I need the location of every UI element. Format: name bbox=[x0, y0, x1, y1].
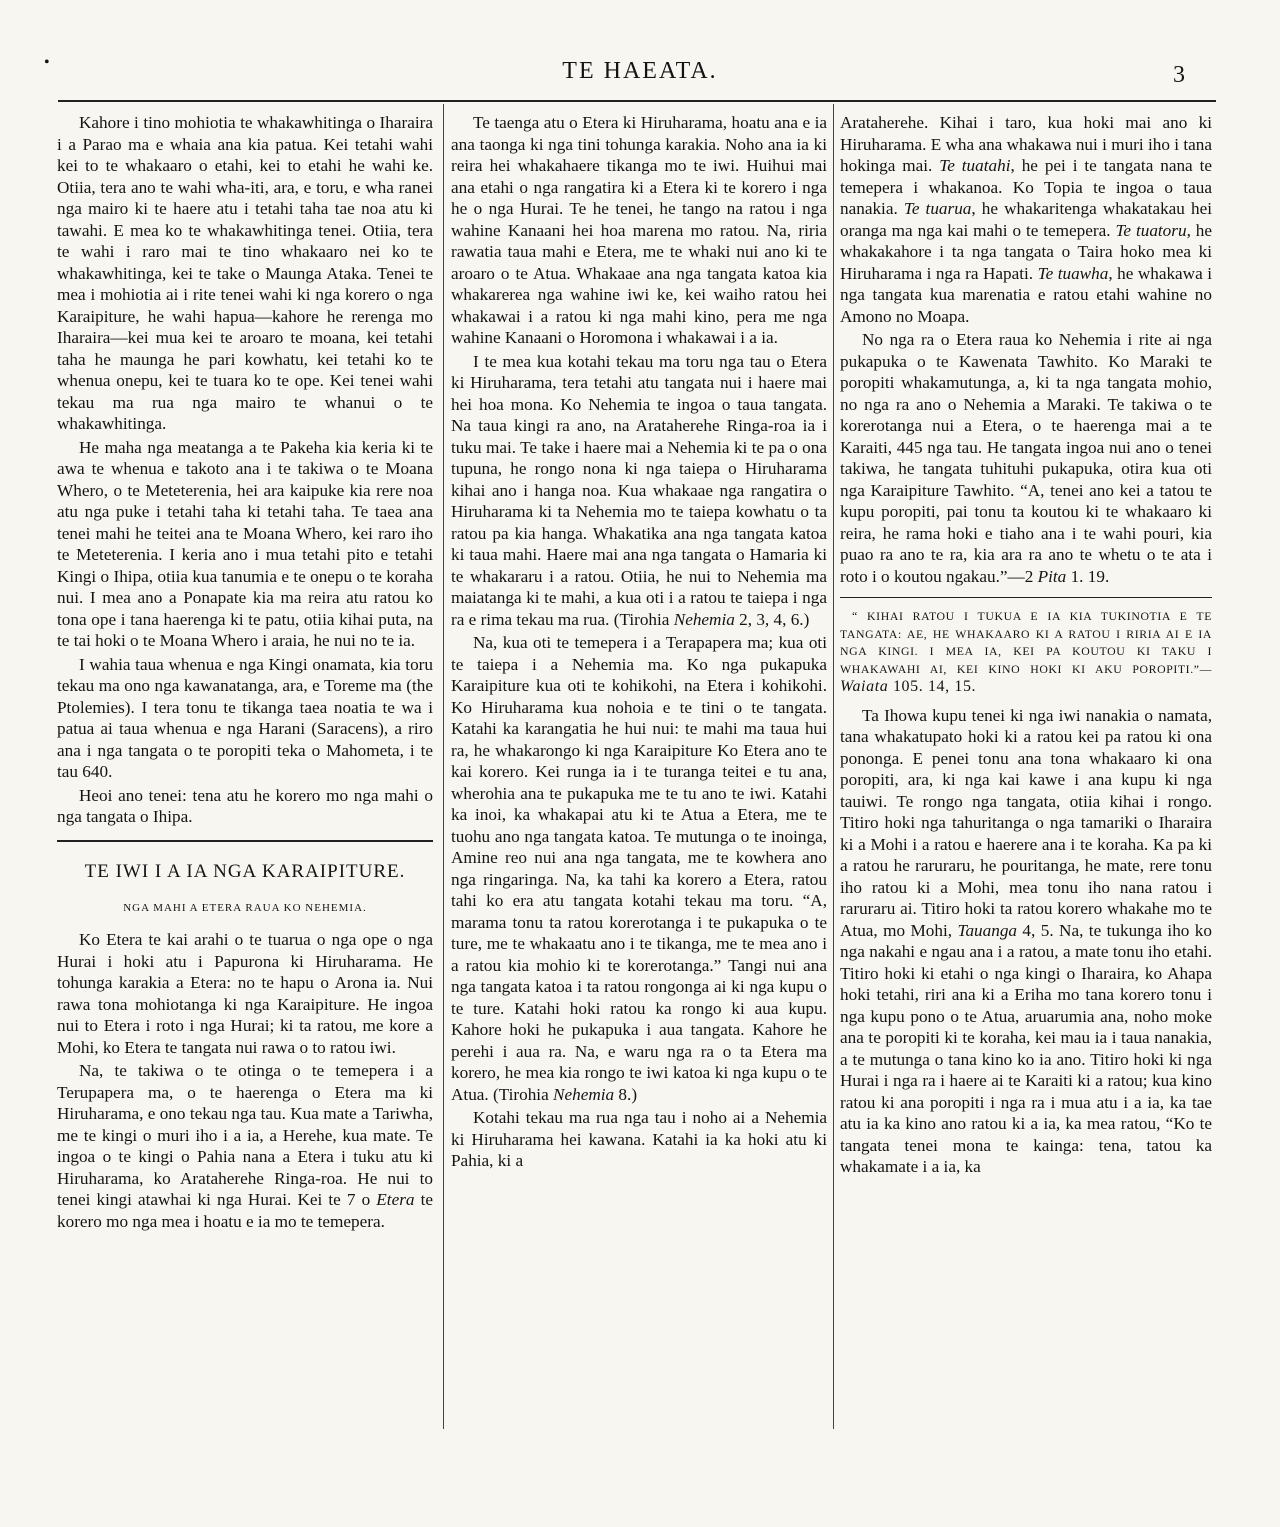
paragraph bbox=[840, 705, 1212, 1178]
paragraph: Heoi ano tenei: tena atu he korero mo nga mahi o nga tangata o Ihipa. bbox=[57, 785, 433, 826]
paragraph bbox=[840, 329, 1212, 587]
section-header bbox=[57, 840, 433, 920]
text: , he whakawa i nga tangata kua marenatia e ratou etahi wahine no Amono no Moapa. bbox=[840, 263, 1212, 326]
page-mark: • bbox=[44, 54, 50, 71]
paragraph: Te taenga atu o Etera ki Hiruharama, hoatu ana e ia ana taonga ki nga tini tohunga karakia. Noho ana ia ki reira hei whakahaere tikanga mo te iwi. Huihui mai ana etahi o nga rangatira ki a Etera ki te korero i nga he o nga Hurai. Te he tenei, he tango na ratou i nga wahine Kanaani hei hoa marena mo ratou. Na, riria rawatia taua mahi e Etera, me te whaki nui ano ki te aroaro o te Atua. Whakaae ana nga tangata katoa kia whakarerea nga wahine iwi ke, kei waiho ratou hei whakawai i a ratou ki nga mahi kino, pera me nga wahine Kanaani o Horomona i whakawai i a ia. bbox=[451, 113, 827, 347]
reference: Etera bbox=[376, 1190, 415, 1209]
text: te korero mo nga mea i hoatu e ia mo te temepera. bbox=[57, 1190, 433, 1231]
text: , he whakakahore i ta nga tangata o Taira hoko mea ki Hiruharama i nga ra Hapati. bbox=[840, 220, 1212, 283]
paragraph: He maha nga meatanga a te Pakeha kia keria ki te awa te whenua e takoto ana i te takiwa o te Moana Whero, o te Meteterenia, hei ara kaipuke kia rere noa atu nga puke i tetahi taha ki tetahi taha. Te taea ana tenei mahi he teitei ana te Moana Whero, kei raro iho te Meteterenia. I keria ano i mua tetahi pito e tetahi Kingi o Ihipa, otiia kua tanumia e te onepu o te koraha nui. I mea ano a Ponapate kia ma reira atu ratou ko tona ope i tana haerenga ki te patu, otiia kihai puta, na te tai hoki o te Moana Whero i araia, he nui no te ia. bbox=[57, 437, 433, 650]
reference: Pita bbox=[1037, 566, 1067, 586]
header-rule bbox=[58, 100, 1216, 102]
emphasis: Te tuatahi bbox=[939, 156, 1011, 175]
text: Na, kua oti te temepera i a Terapapera ma; kua oti te taiepa i a Nehemia ma. Ko nga pukapuka Karaipiture kua oti te kohikohi, na Etera i kohikohi. Ko Hiruharama kua nohoia e te tini o te tangata. Katahi ka karangatia he hui nui: te mahi ma taua hui ra, he whakarongo ki nga Karaipiture Ko Etera ano te kai korero. Kei runga ia i te turanga teitei e tu ana, wherohia ana te pukapuka me te tu ano te iwi. Katahi ka inoi, ka whakapai atu ki te Atua a Etera, me te tuohu ano nga tangata katoa. Te mutunga o te inoinga, Amine reo nui ana nga tangata, me te kowhera ano nga ringaringa. Na, ka tahi ka korero a Etera, ratou tahi ko era atu tangata kotahi tekau ma toru. “A, marama tonu ta ratou korerotanga i te pukapuka o te ture, me te whakaatu ano i te tikanga, me te mea ano i a ratou kia mohio ki te korerotanga.” Tangi nui ana nga tangata katoa i ta ratou rongonga ai ki nga kupu o te ture. Katahi hoki ratou ka rongo ki aua kupu. Kahore hoki he pukapuka i aua tangata. Kahore he perehi i aua ra. Na, e waru nga ra o ta Etera ma korero, he mea kia rongo te iwi katoa ki nga kupu o te Atua. (Tirohia bbox=[451, 633, 827, 1104]
text: , he whakaritenga whakatakau hei oranga ma nga kai mahi o te temepera. bbox=[840, 199, 1212, 240]
paragraph bbox=[451, 632, 827, 1105]
column-3 bbox=[840, 112, 1212, 1180]
text: 4, 5. Na, te tukunga iho ko nga nakahi e ngau ana i a ratou, a mate tonu iho etahi. Titiro hoki ki etahi o nga kingi o Iharaira, ko Ahapa hoki tetahi, riri ana ki a Eriha mo tana korero tonu i nga kupu pono o te Atua, aruarumia ana, noho moke ana te poropiti ki te koraha, kei mau ia i taua nanakia, a te mutunga o tana kino ko ia ano. Titiro hoki ki nga Hurai i nga ra i haere ai te Karaiti ki a ratou; kua kino ratou ki ana poropiti i nga ra i mua atu i a ia, ka tae atu ia ka kino ano ratou ki a ia, ka mea ratou, “Ko te tangata tenei mona te kainga: tena, tatou ka whakamate i a ia, ka bbox=[840, 920, 1212, 1176]
text: Ta Ihowa kupu tenei ki nga iwi nanakia o namata, tana whakatupato hoki ki a ratou kei pa ratou ki ona pononga. E penei tonu ana tona whakaaro ki ona poropiti, ara, ki nga kai kawe i ana kupu ki nga tauiwi. Te rongo nga tangata, otiia kihai i rongo. Titiro hoki nga tahuritanga o nga tamariki o Iharaira ki a Mohi i a ratou e haerere ana i te koraha. Ka pa ki a ratou he raruraru, he pouritanga, he mate, rere tonu iho ratou ki a Mohi, mea tonu iho nana ratou i raruraru ai. Titiro hoki ta ratou korero whakahe mo te Atua, mo Mohi, bbox=[840, 705, 1212, 940]
page-title: TE HAEATA. bbox=[562, 58, 718, 84]
paragraph: Kotahi tekau ma rua nga tau i noho ai a Nehemia ki Hiruharama hei kawana. Katahi ia ka hoki atu ki Pahia, ki a bbox=[451, 1108, 827, 1170]
text: 2, 3, 4, 6.) bbox=[734, 609, 810, 629]
page-number: 3 bbox=[1173, 62, 1185, 88]
text: Na, te takiwa o te otinga o te temepera i a Terupapera ma, o te haerenga o Etera ma ki Hiruharama, e ono tekau nga tau. Kua mate a Tariwha, me te kingi o muri iho i a ia, a Herehe, kua mate. Te ingoa o te kingi o Pahia nana a Etera i tuku atu ki Hiruharama, ko Arataherehe Ringa-roa. He nui to tenei kingi atawhai ki nga Hurai. Kei te 7 o bbox=[57, 1061, 433, 1209]
paragraph bbox=[57, 1060, 433, 1232]
reference: Nehemia bbox=[553, 1084, 615, 1104]
reference: Nehemia bbox=[673, 609, 735, 629]
paragraph bbox=[840, 112, 1212, 327]
text: I te mea kua kotahi tekau ma toru nga tau o Etera ki Hiruharama, tera tetahi atu tangata nui i haere mai hei hoa mona. Ko Nehemia te ingoa o taua tangata. Na taua kingi ra ano, na Arataherehe Ringa-roa ia i tuku mai. Te take i haere mai a Nehemia ki te pa o ona tupuna, he rongo nona ki nga taiepa o Hiruharama kihai ano i hanga noa. Kua whakaae nga rangatira o Hiruharama ki ta Nehemia mo te taiepa kowhatu o ta ratou pa kia hanga. Whakatika ana nga tangata katoa ki taua mahi. Haere mai ana nga tangata o Hamaria ki te whakararu i a ratou. Otiia, he nui to Nehemia ma maiatanga ki te mahi, a kua oti i a ratou te taiepa i nga ra e rima tekau ma rua. (Tirohia bbox=[451, 351, 827, 629]
paragraph bbox=[451, 351, 827, 631]
quote-text: “ KIHAI RATOU I TUKUA E IA KIA TUKINOTIA E TE TANGATA: AE, HE WHAKAARO KI A RATOU I RIRIA AI E IA NGA KINGI. I MEA IA, KEI PA KOUTOU KI TAKU I WHAKAWAHI AI, KEI KINO HOKI KI AKU POROPITI.”— bbox=[840, 609, 1212, 676]
emphasis: Te tuatoru bbox=[1115, 220, 1187, 240]
text: 1. 19. bbox=[1066, 566, 1110, 586]
paragraph: Ko Etera te kai arahi o te tuarua o nga ope o nga Hurai i hoki atu i Papurona ki Hiruharama. He tohunga karakia a Etera: no te hapu o Arona ia. Nui rawa tona mohiotanga ki nga Karaipiture. He ingoa nui to Etera i roto i nga Hurai; ki ta ratou, me kore a Mohi, ko Etera te tangata nui rawa o to ratou iwi. bbox=[57, 930, 433, 1057]
text: Arataherehe. Kihai i taro, kua hoki mai ano ki Hiruharama. E wha ana whakawa nui i muri iho i tana hokinga mai. bbox=[840, 113, 1212, 175]
section-title: TE IWI I A IA NGA KARAIPITURE. bbox=[84, 860, 406, 882]
emphasis: Te tuarua bbox=[903, 199, 972, 218]
text: 8.) bbox=[614, 1084, 638, 1104]
emphasis: Te tuawha bbox=[1037, 263, 1109, 283]
quote-reference-number: 105. 14, 15. bbox=[888, 678, 977, 695]
column-divider bbox=[443, 104, 444, 1429]
paragraph: Kahore i tino mohiotia te whakawhitinga o Iharaira i a Parao ma e whaia ana kia patua. Kei tetahi wahi kei to te whakaaro o etahi, kei to etahi he wahi ke. Otiia, tera ano te wahi wha-iti, ara, e toru, e wha ranei nga mairo ki te haere atu i tetahi taha tae noa atu ki tawahi. E mea ko te whakawhitinga tenei. Otiia, tera te wahi i raro mai te tino whakaaro nei ko te whakawhitinga, kei te take o Maunga Ataka. Tenei te mea i mohiotia ai i rite tenei wahi ki nga korero o nga Karaipiture, he wahi hapua—kahore he rerenga mo Iharaira—kei mua kei te aroaro te moana, kei tetahi taha he maunga he pari kowhatu, kei tetahi ko te whenua onepu, kei te tuara ko te ope. Kei tenei wahi tekau ma rua nga mairo te whanui o te whakawhitinga. bbox=[57, 113, 433, 433]
column-divider bbox=[833, 104, 834, 1429]
scripture-quote bbox=[840, 608, 1212, 697]
quote-reference: Waiata bbox=[840, 678, 889, 695]
column-2 bbox=[451, 112, 827, 1174]
reference: Tauanga bbox=[957, 920, 1018, 940]
paragraph: I wahia taua whenua e nga Kingi onamata, kia toru tekau ma ono nga kawanatanga, ara, e Toreme ma (the Ptolemies). I tera tonu te tikanga taea noatia te wa i patua ai taua whenua e nga Harani (Saracens), a riro ana i nga tangata o te poropiti teka o Mahometa, i te tau 640. bbox=[57, 654, 433, 781]
text: , he pei i te tangata nana te temepera i whakanoa. Ko Topia te ingoa o taua nanakia. bbox=[840, 156, 1212, 218]
quote-rule bbox=[840, 597, 1212, 598]
section-subtitle: NGA MAHI A ETERA RAUA KO NEHEMIA. bbox=[123, 901, 367, 914]
text: No nga ra o Etera raua ko Nehemia i rite ai nga pukapuka o te Kawenata Tawhito. Ko Maraki te poropiti whakamutunga, a, ki ta nga tangata mohio, no nga ra ano o Nehemia a Maraki. Te takiwa o te korerotanga nui a Etera, o te haerenga mai a te Karaiti, 445 nga tau. He tangata ingoa nui ano o tenei takiwa, he tangata tuhituhi pukapuka, otira kua oti nga Karaipiture Tawhito. “A, tenei ano kei a tatou te kupu poropiti, pai tonu ta koutou ki te whakaaro ki reira, he rama hoki e tiaho ana i te wahi pouri, kia puao ra ano te ra, kia ara ra ano te whetu o te ata i roto i o koutou ngakau.”—2 bbox=[840, 330, 1212, 586]
column-1 bbox=[57, 112, 433, 1234]
